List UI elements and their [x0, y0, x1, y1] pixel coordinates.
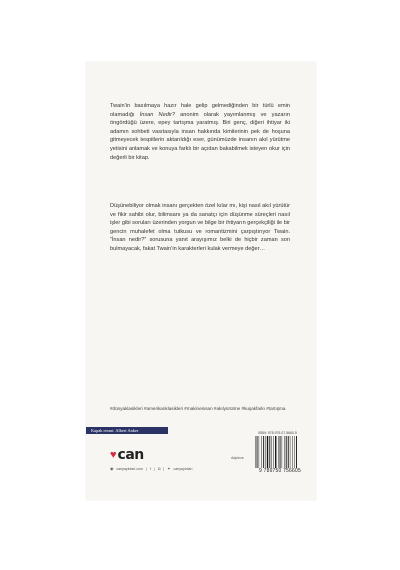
hashtags: #dünyaklasikleri #amerikanklasikleri #makineinsan #akılyürütme #kuşakfarkı #tartışma — [110, 406, 286, 411]
heart-icon: ♥ — [110, 448, 117, 461]
facebook-icon: f — [150, 466, 152, 471]
website: canyayinlari.com — [116, 466, 144, 471]
footer-divider-2: | — [154, 466, 156, 471]
footer-divider-1: | — [146, 466, 148, 471]
cover-credit-bar — [86, 427, 168, 434]
book-back-cover — [86, 62, 316, 500]
instagram-icon: ◘ — [158, 466, 161, 471]
paragraph-1-text-start: Twain’in basılmaya hazır hale gelip gelmediğinden bir türlü emin olamadığı — [110, 103, 290, 118]
publisher-footer — [110, 466, 192, 471]
publisher-logo — [110, 447, 144, 463]
cover-credit: Kapak resmi: Albert Anker — [91, 428, 139, 433]
book-title-italic: İnsan Nedir? — [139, 111, 176, 118]
paragraph-1-text-end: anonim olarak yayımlanmış ve yazarın öngördüğü üzere, epey tartışma yaratmış. Biri genç, diğeri ihtiyar iki adamın sohbeti vasıtasıyla insan hakkında kimilerinin pek de hoşuna gitmeyecek tespitlerin aktarıldığı eser, günümüzde insanın akıl yürütme yetisini anlamak ve konuya farklı bir açıdan bakabilmek isteyen okur için değerli bir kitap. — [110, 111, 290, 161]
description-paragraph-1 — [110, 102, 290, 162]
category-label: düşünce — [231, 456, 244, 460]
logo-text: can — [117, 447, 144, 463]
description-paragraph-2: Düşünebiliyor olmak insanı gerçekten özel kılar mı, kişi nasıl akıl yürütür ve fikir sahibi olur, bilimsanı ya da sanatçı için düşünme süreçleri nasıl işler gibi soruları üzerinden yorgun ve bilge bir ihtiyarın gerçekçiliği ile bir gencin muhalefet olma tutkusu ve romantizmini çarpıştırıyor Twain. “İnsan nedir?” sorusuna yanıt arayışımız belki de hiçbir zaman son bulmayacak, fakat Twain’in karakterleri kulak vermeye değer… — [110, 203, 290, 252]
isbn-label: ISBN: 978-975-07-5660-5 — [258, 431, 297, 435]
twitter-handle: canyayinlari — [173, 466, 193, 471]
twitter-icon: ✦ — [167, 467, 171, 471]
globe-icon: ◉ — [110, 467, 114, 471]
barcode — [254, 436, 306, 468]
footer-divider-3: | — [163, 466, 165, 471]
barcode-digits: 9 789750 756605 — [259, 468, 301, 474]
